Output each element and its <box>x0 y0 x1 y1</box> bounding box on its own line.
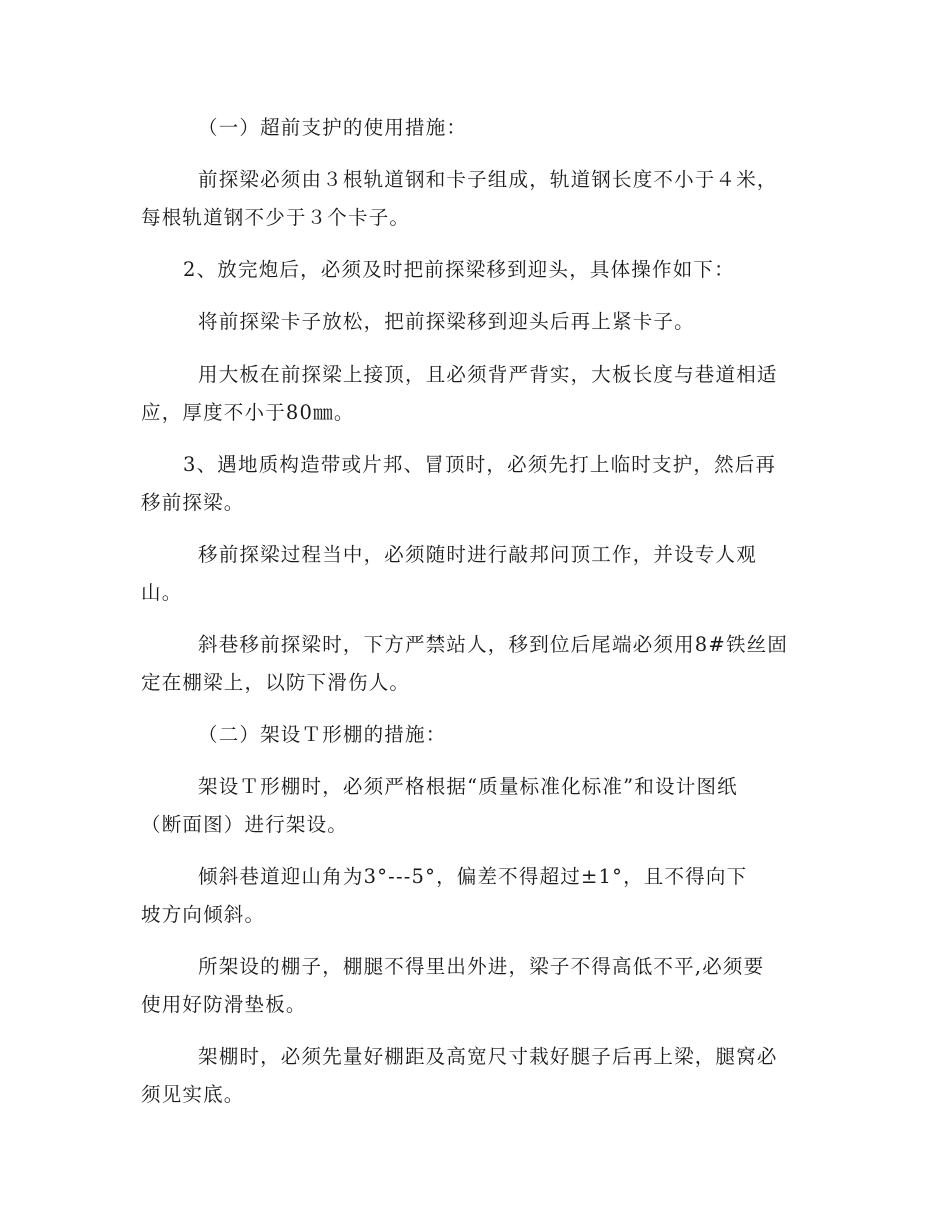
paragraph-line: 定在棚梁上，以防下滑伤人。 <box>141 671 411 694</box>
paragraph-line: 2、放完炮后，必须及时把前探梁移到迎头，具体操作如下： <box>183 258 735 281</box>
paragraph-line: 所架设的棚子，棚腿不得里出外进，梁子不得高低不平,必须要 <box>198 955 765 978</box>
paragraph-line: 山。 <box>141 581 183 604</box>
paragraph-line: 斜巷移前探梁时，下方严禁站人，移到位后尾端必须用8#铁丝固 <box>198 633 789 656</box>
paragraph-line: 须见实底。 <box>141 1083 245 1106</box>
paragraph-line: 用大板在前探梁上接顶，且必须背严背实，大板长度与巷道相适 <box>198 363 778 386</box>
paragraph-line: 3、遇地质构造带或片邦、冒顶时，必须先打上临时支护，然后再 <box>183 453 777 476</box>
paragraph-line: 架棚时，必须先量好棚距及高宽尺寸栽好腿子后再上梁，腿窝必 <box>198 1045 778 1068</box>
paragraph-line: 坡方向倾斜。 <box>141 903 266 926</box>
paragraph-line: 移前探梁过程当中，必须随时进行敲邦问顶工作，并设专人观 <box>198 543 757 566</box>
paragraph-line: 应，厚度不小于80㎜。 <box>141 401 355 424</box>
paragraph-line: 每根轨道钢不少于３个卡子。 <box>141 206 411 229</box>
paragraph-line: 前探梁必须由３根轨道钢和卡子组成，轨道钢长度不小于４米， <box>198 168 778 191</box>
paragraph-line: 移前探梁。 <box>141 491 245 514</box>
paragraph-line: 将前探梁卡子放松，把前探梁移到迎头后再上紧卡子。 <box>198 310 695 333</box>
paragraph-line: 架设Ｔ形棚时，必须严格根据“质量标准化标准”和设计图纸 <box>198 775 738 798</box>
paragraph-line: 使用好防滑垫板。 <box>141 993 307 1016</box>
paragraph-line: 倾斜巷道迎山角为3°---5°，偏差不得超过±1°，且不得向下 <box>198 865 748 888</box>
paragraph-line: （断面图）进行架设。 <box>141 813 349 836</box>
section-heading-2: （二）架设Ｔ形棚的措施： <box>198 723 447 746</box>
section-heading-1: （一）超前支护的使用措施： <box>198 116 468 139</box>
